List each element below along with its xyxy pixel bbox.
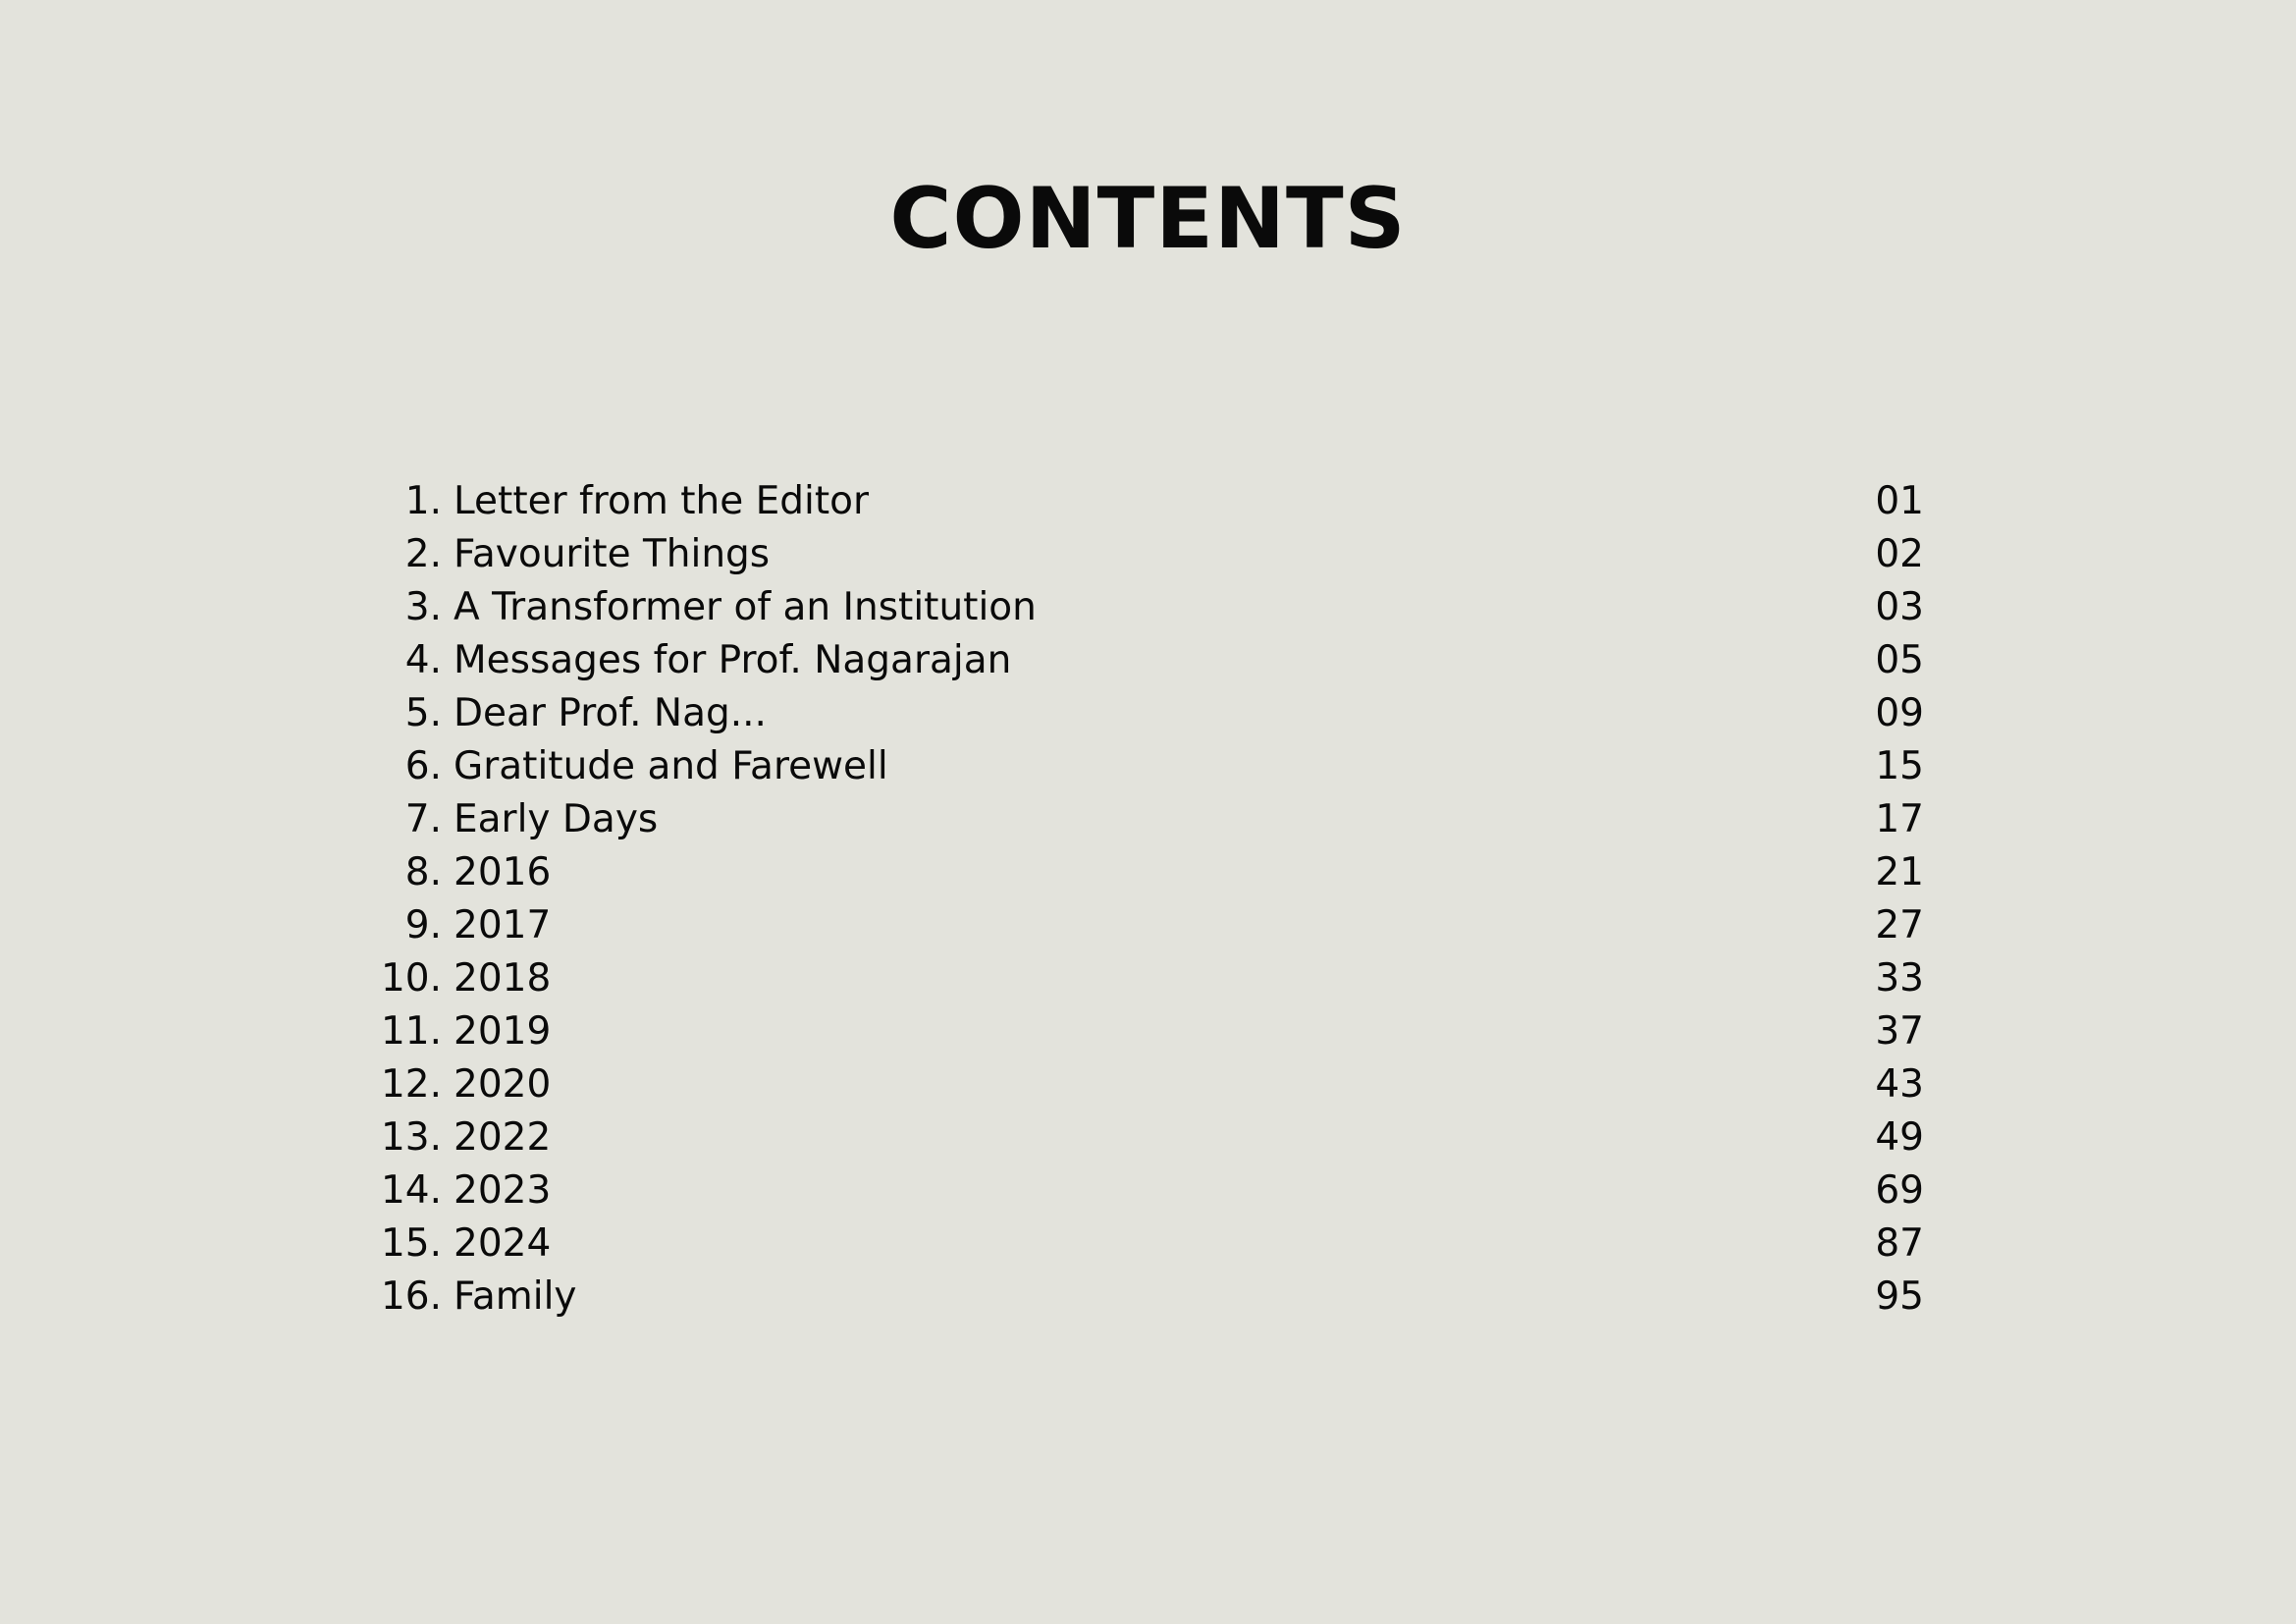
- toc-entry-page: 37: [1875, 1009, 1924, 1054]
- toc-entry-number: 6.: [404, 744, 442, 788]
- toc-entry-page: 09: [1875, 691, 1924, 735]
- toc-entry-page: 43: [1875, 1062, 1924, 1107]
- toc-entry: [373, 793, 1924, 846]
- toc-entry-page: 17: [1875, 797, 1924, 841]
- toc-entry: [373, 528, 1924, 581]
- toc-entry-page: 33: [1875, 956, 1924, 1001]
- toc-entry-number: 2.: [404, 532, 442, 576]
- toc-entry: [373, 475, 1924, 528]
- toc-entry: [373, 1218, 1924, 1271]
- toc-entry: [373, 899, 1924, 952]
- table-of-contents: [373, 475, 1924, 1324]
- toc-entry-number: 11.: [380, 1009, 442, 1054]
- toc-entry-title: A Transformer of an Institution: [454, 585, 1037, 629]
- toc-entry: [373, 1058, 1924, 1111]
- toc-entry-page: 15: [1875, 744, 1924, 788]
- toc-entry-number: 9.: [404, 903, 442, 947]
- toc-entry: [373, 1111, 1924, 1164]
- toc-entry-number: 4.: [404, 638, 442, 682]
- toc-entry-page: 21: [1875, 850, 1924, 894]
- toc-entry-title: Early Days: [454, 797, 659, 841]
- toc-entry: [373, 1271, 1924, 1324]
- toc-entry: [373, 581, 1924, 634]
- toc-entry-title: 2020: [454, 1062, 552, 1107]
- toc-entry-number: 3.: [404, 585, 442, 629]
- toc-entry-number: 8.: [404, 850, 442, 894]
- toc-entry-page: 27: [1875, 903, 1924, 947]
- toc-entry: [373, 1005, 1924, 1058]
- toc-entry-number: 10.: [380, 956, 442, 1001]
- toc-entry-title: 2023: [454, 1168, 552, 1213]
- toc-entry-number: 12.: [380, 1062, 442, 1107]
- toc-entry-title: 2024: [454, 1221, 552, 1266]
- toc-entry-number: 16.: [380, 1274, 442, 1319]
- toc-entry-page: 03: [1875, 585, 1924, 629]
- toc-entry-title: 2016: [454, 850, 552, 894]
- toc-entry-title: Family: [454, 1274, 577, 1319]
- toc-entry-title: Gratitude and Farewell: [454, 744, 888, 788]
- toc-entry-page: 02: [1875, 532, 1924, 576]
- toc-entry: [373, 846, 1924, 899]
- toc-entry-title: 2022: [454, 1115, 552, 1160]
- toc-entry-page: 69: [1875, 1168, 1924, 1213]
- toc-entry-number: 15.: [380, 1221, 442, 1266]
- toc-entry-title: 2019: [454, 1009, 552, 1054]
- toc-entry: [373, 687, 1924, 740]
- toc-entry-number: 7.: [404, 797, 442, 841]
- toc-entry-number: 13.: [380, 1115, 442, 1160]
- toc-entry: [373, 1164, 1924, 1218]
- toc-entry-number: 1.: [404, 479, 442, 523]
- toc-entry-page: 01: [1875, 479, 1924, 523]
- toc-entry-title: 2017: [454, 903, 552, 947]
- toc-entry-page: 05: [1875, 638, 1924, 682]
- toc-entry: [373, 740, 1924, 793]
- toc-entry-title: Messages for Prof. Nagarajan: [454, 638, 1012, 682]
- toc-entry: [373, 952, 1924, 1005]
- toc-entry-title: Favourite Things: [454, 532, 771, 576]
- toc-entry-number: 14.: [380, 1168, 442, 1213]
- page-title: CONTENTS: [889, 170, 1407, 268]
- toc-entry-title: 2018: [454, 956, 552, 1001]
- toc-entry-title: Dear Prof. Nag...: [454, 691, 767, 735]
- toc-entry-page: 49: [1875, 1115, 1924, 1160]
- toc-entry: [373, 634, 1924, 687]
- toc-entry-number: 5.: [404, 691, 442, 735]
- toc-entry-page: 95: [1875, 1274, 1924, 1319]
- toc-entry-title: Letter from the Editor: [454, 479, 870, 523]
- toc-entry-page: 87: [1875, 1221, 1924, 1266]
